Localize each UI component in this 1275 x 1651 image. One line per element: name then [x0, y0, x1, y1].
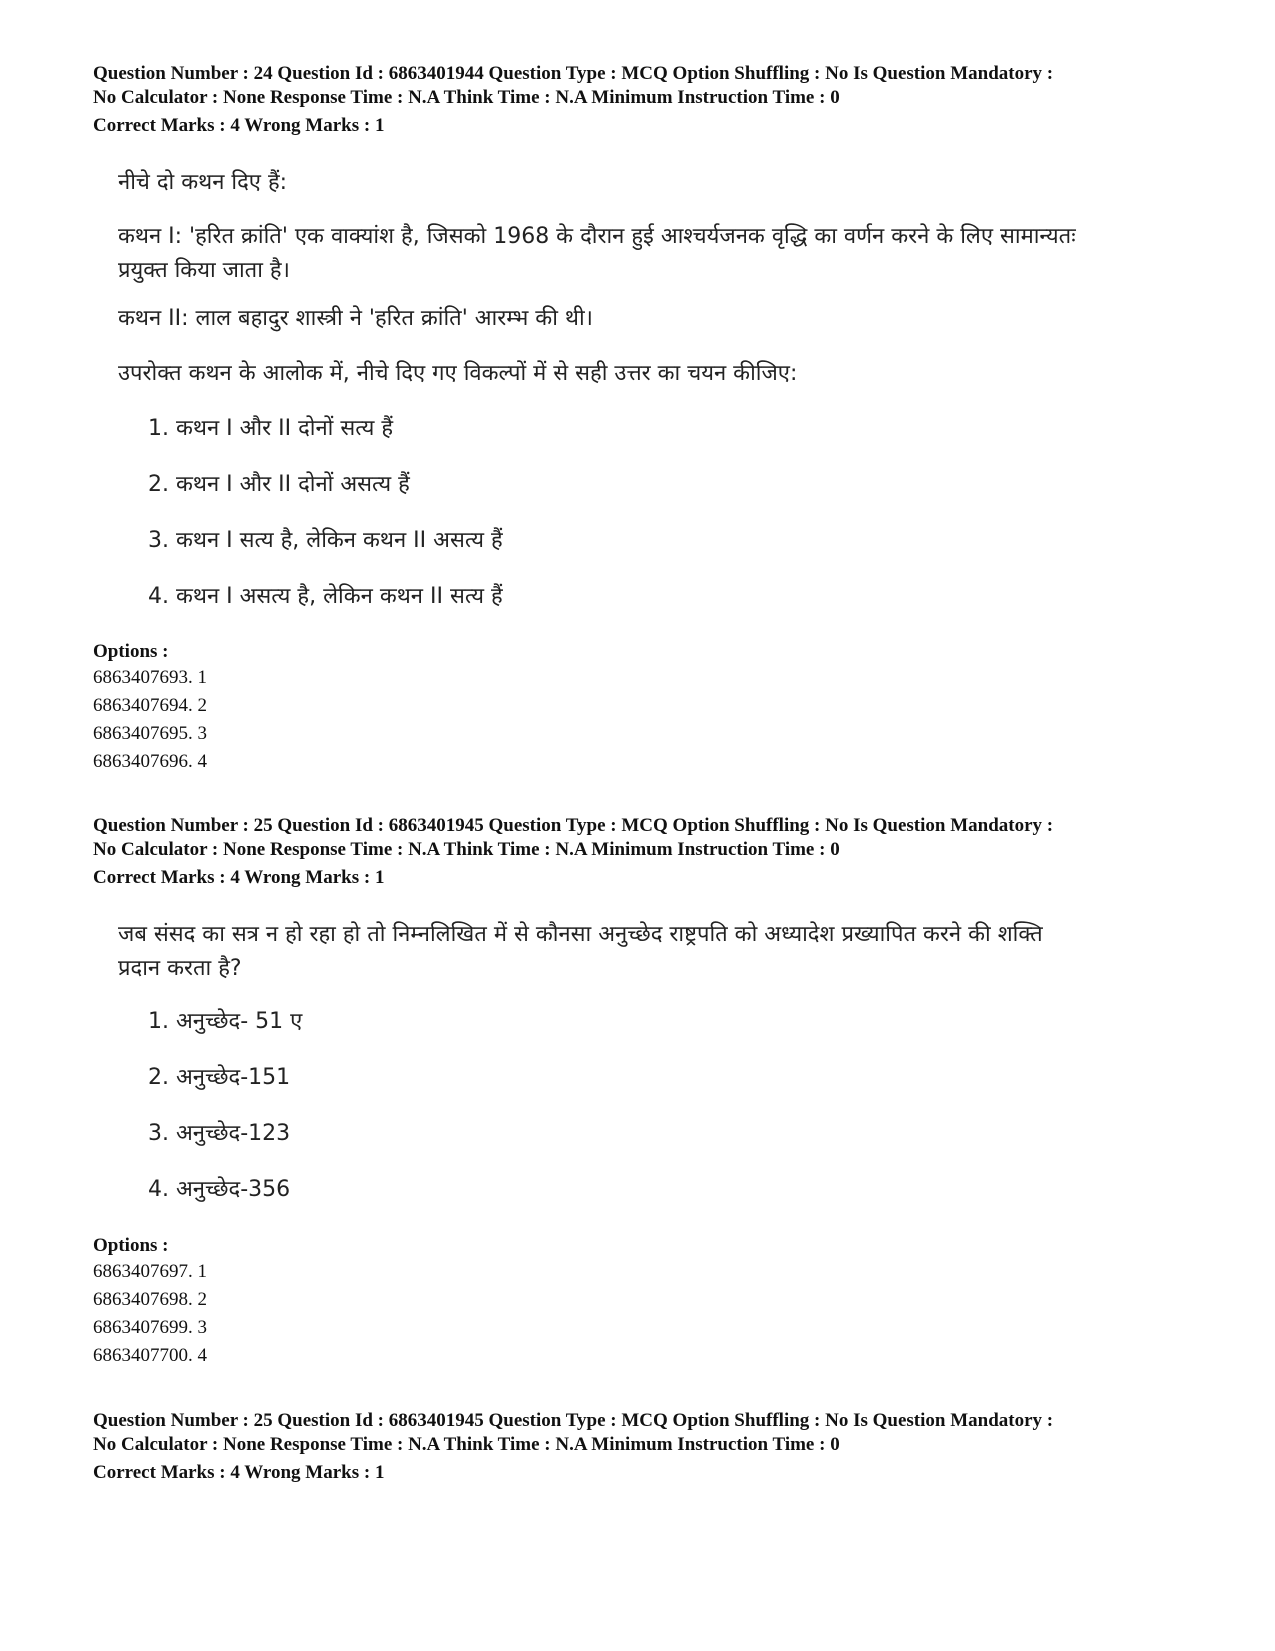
question-24-choice-3: 3. कथन I सत्य है, लेकिन कथन II असत्य हैं	[148, 528, 503, 553]
option-id: 6863407696. 4	[93, 751, 207, 772]
question-25-repeat-meta-line-2: No Calculator : None Response Time : N.A Think Time : N.A Minimum Instruction Time : 0	[93, 1434, 840, 1455]
question-24-meta-line-1: Question Number : 24 Question Id : 6863401944 Question Type : MCQ Option Shuffling : No Is Question Mandatory :	[93, 63, 1054, 84]
question-24-instruction: उपरोक्त कथन के आलोक में, नीचे दिए गए विकल्पों में से सही उत्तर का चयन कीजिए:	[118, 361, 798, 386]
options-label: Options :	[93, 641, 169, 662]
question-24-options	[93, 640, 1213, 776]
option-id: 6863407694. 2	[93, 695, 207, 716]
question-25-choice-1: 1. अनुच्छेद- 51 ए	[148, 1009, 303, 1034]
question-25-choice-2: 2. अनुच्छेद-151	[148, 1065, 291, 1090]
question-24-choice-4: 4. कथन I असत्य है, लेकिन कथन II सत्य हैं	[148, 584, 503, 609]
option-id: 6863407699. 3	[93, 1317, 207, 1338]
question-24-intro: नीचे दो कथन दिए हैं:	[118, 170, 288, 195]
statement-1-line-1: कथन I: 'हरित क्रांति' एक वाक्यांश है, जिसको 1968 के दौरान हुई आश्चर्यजनक वृद्धि का वर्णन करने के लिए सामान्यतः	[118, 224, 1076, 249]
question-24-statement-2: कथन II: लाल बहादुर शास्त्री ने 'हरित क्रांति' आरम्भ की थी।	[118, 306, 593, 331]
question-24-statement-1	[118, 220, 1198, 288]
question-25-choice-4: 4. अनुच्छेद-356	[148, 1177, 291, 1202]
statement-1-line-2: प्रयुक्त किया जाता है।	[118, 258, 290, 283]
question-24-marks: Correct Marks : 4 Wrong Marks : 1	[93, 115, 385, 136]
question-25-choice-3: 3. अनुच्छेद-123	[148, 1121, 291, 1146]
question-25-header	[93, 814, 1213, 890]
question-25-text	[118, 918, 1198, 986]
question-24-header	[93, 62, 1213, 138]
question-25-line-2: प्रदान करता है?	[118, 956, 242, 981]
option-id: 6863407695. 3	[93, 723, 207, 744]
option-id: 6863407698. 2	[93, 1289, 207, 1310]
question-25-line-1: जब संसद का सत्र न हो रहा हो तो निम्नलिखित में से कौनसा अनुच्छेद राष्ट्रपति को अध्यादेश प्रख्यापित करने की शक्ति	[118, 922, 1043, 947]
question-24-choice-2: 2. कथन I और II दोनों असत्य हैं	[148, 472, 410, 497]
question-25-options	[93, 1234, 1213, 1370]
question-24-meta-line-2: No Calculator : None Response Time : N.A Think Time : N.A Minimum Instruction Time : 0	[93, 87, 840, 108]
option-id: 6863407700. 4	[93, 1345, 207, 1366]
question-25-marks: Correct Marks : 4 Wrong Marks : 1	[93, 867, 385, 888]
question-25-meta-line-1: Question Number : 25 Question Id : 6863401945 Question Type : MCQ Option Shuffling : No Is Question Mandatory :	[93, 815, 1054, 836]
question-25-repeat-meta-line-1: Question Number : 25 Question Id : 6863401945 Question Type : MCQ Option Shuffling : No Is Question Mandatory :	[93, 1410, 1054, 1431]
question-24-choice-1: 1. कथन I और II दोनों सत्य हैं	[148, 416, 394, 441]
question-25-repeat-marks: Correct Marks : 4 Wrong Marks : 1	[93, 1462, 385, 1483]
question-25-repeat-header	[93, 1409, 1213, 1485]
options-label: Options :	[93, 1235, 169, 1256]
option-id: 6863407693. 1	[93, 667, 207, 688]
option-id: 6863407697. 1	[93, 1261, 207, 1282]
question-25-meta-line-2: No Calculator : None Response Time : N.A Think Time : N.A Minimum Instruction Time : 0	[93, 839, 840, 860]
